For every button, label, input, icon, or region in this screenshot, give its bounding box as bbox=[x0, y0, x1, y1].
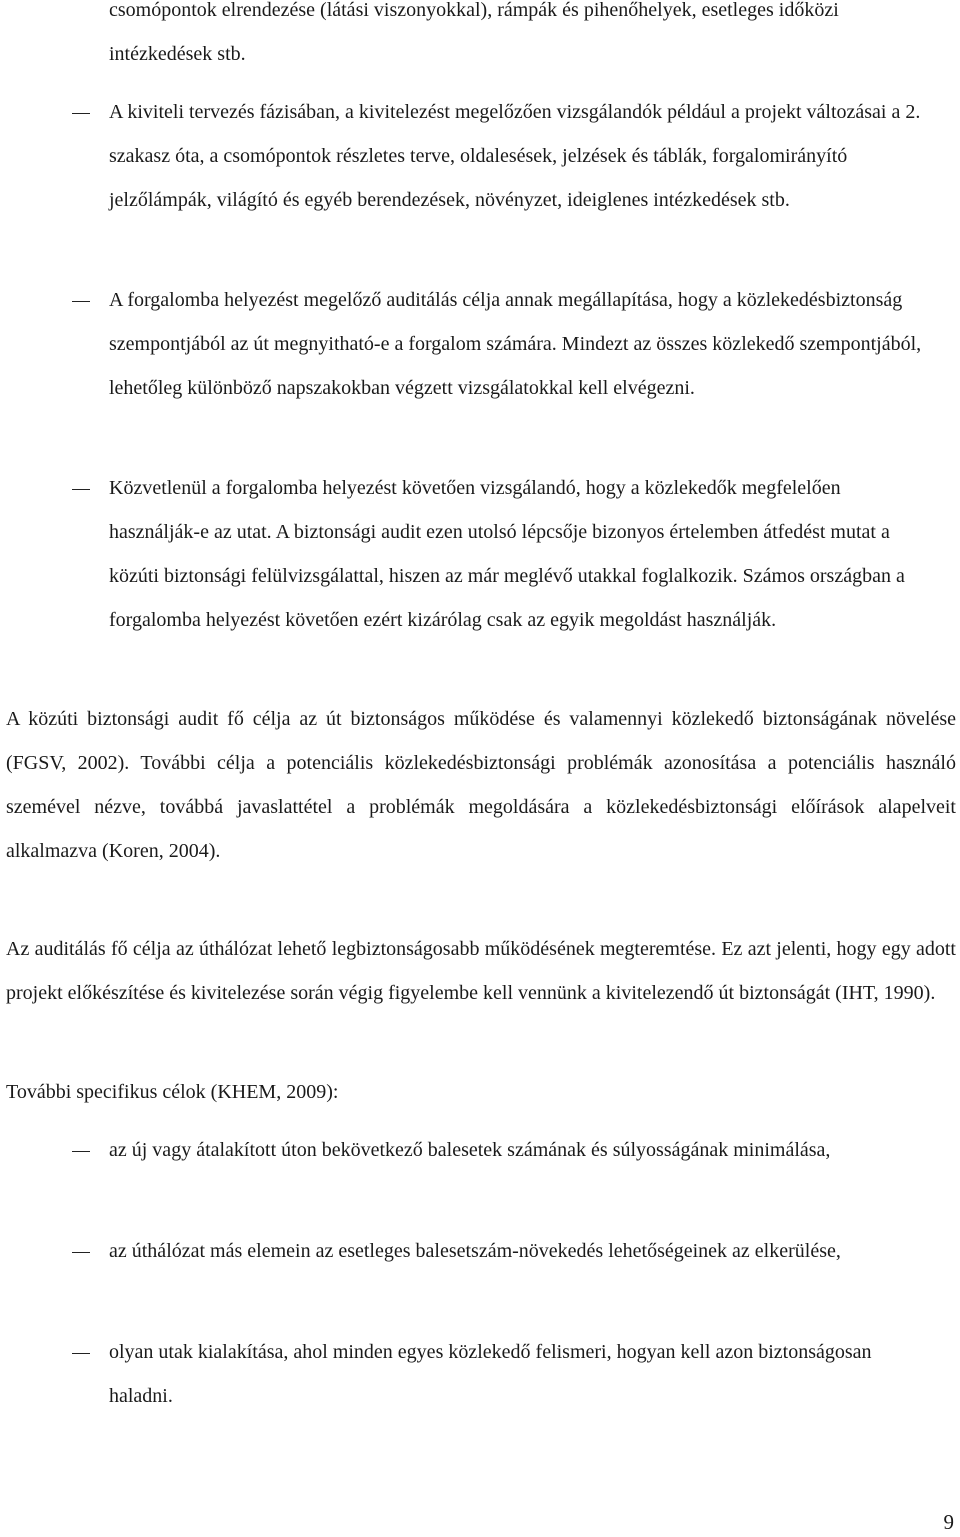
list-item: az úthálózat más elemein az esetleges balesetszám-növekedés lehetőségeinek az elkerülése, bbox=[109, 1240, 841, 1262]
list-item: olyan utak kialakítása, ahol minden egyes közlekedő felismeri, hogyan kell azon biztonságosan haladni. bbox=[109, 1341, 872, 1407]
dash-bullet bbox=[72, 301, 90, 302]
dash-bullet bbox=[72, 489, 90, 490]
dash-bullet bbox=[72, 1353, 90, 1354]
dash-bullet bbox=[72, 1151, 90, 1152]
list-item: A kiviteli tervezés fázisában, a kivitelezést megelőzően vizsgálandók például a projekt változásai a 2. szakasz óta, a csomópontok részletes terve, oldalesések, jelzések és táblák, forgalomirányító jelzőlámpák, világító és egyéb berendezések, növényzet, ideiglenes intézkedések stb. bbox=[109, 101, 921, 211]
continued-list-item: csomópontok elrendezése (látási viszonyokkal), rámpák és pihenőhelyek, esetleges időközi intézkedések stb. bbox=[109, 0, 839, 65]
body-paragraph: Az auditálás fő célja az úthálózat lehető legbiztonságosabb működésének megteremtése. Ez azt jelenti, hogy egy adott projekt előkészítése és kivitelezése során végig figyelembe kell vennünk a kivitelezendő út biztonságát (IHT, 1990). bbox=[6, 938, 956, 1004]
dash-bullet bbox=[72, 1252, 90, 1253]
list-item: az új vagy átalakított úton bekövetkező balesetek számának és súlyosságának minimálása, bbox=[109, 1139, 831, 1161]
list-item: A forgalomba helyezést megelőző auditálás célja annak megállapítása, hogy a közlekedésbiztonság szempontjából az út megnyitható-e a forgalom számára. Mindezt az összes közlekedő szempontjából, lehetőleg különböző napszakokban végzett vizsgálatokkal kell elvégezni. bbox=[109, 289, 922, 399]
list-item: Közvetlenül a forgalomba helyezést követően vizsgálandó, hogy a közlekedők megfelelően használják-e az utat. A biztonsági audit ezen utolsó lépcsője bizonyos értelemben átfedést mutat a közúti biztonsági felülvizsgálattal, hiszen az már meglévő utakkal foglalkozik. Számos országban a forgalomba helyezést követően ezért kizárólag csak az egyik megoldást használják. bbox=[109, 477, 905, 631]
dash-bullet bbox=[72, 113, 90, 114]
body-paragraph: További specifikus célok (KHEM, 2009): bbox=[6, 1081, 339, 1103]
page-number: 9 bbox=[943, 1510, 954, 1534]
body-paragraph: A közúti biztonsági audit fő célja az út biztonságos működése és valamennyi közlekedő biztonságának növelése (FGSV, 2002). További célja a potenciális közlekedésbiztonsági problémák azonosítása a potenciális használó szemével nézve, továbbá javaslattétel a problémák megoldására a közlekedésbiztonsági előírások alapelveit alkalmazva (Koren, 2004). bbox=[6, 708, 956, 862]
